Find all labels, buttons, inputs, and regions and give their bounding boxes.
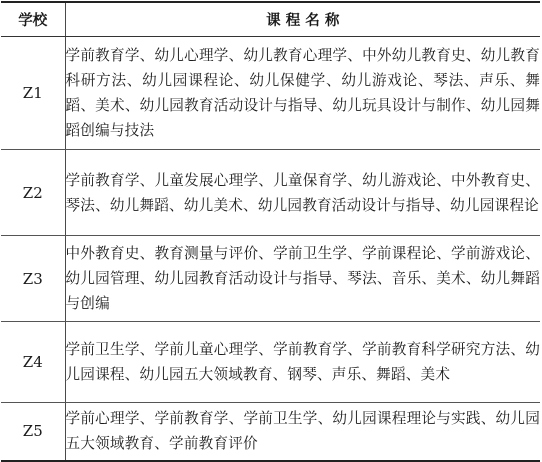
table-body: [1, 37, 540, 461]
school-cell: Z3: [1, 236, 65, 322]
courses-cell: 学前卫生学、学前儿童心理学、学前教育学、学前教育科学研究方法、幼儿园课程、幼儿园五大领域教育、钢琴、声乐、舞蹈、美术: [65, 322, 540, 403]
course-table: [1, 1, 540, 462]
courses-cell: 学前教育学、儿童发展心理学、儿童保育学、幼儿游戏论、中外教育史、琴法、幼儿舞蹈、幼儿美术、幼儿园教育活动设计与指导、幼儿园课程论: [65, 150, 540, 236]
table-row: [1, 236, 540, 322]
header-row: [1, 2, 540, 37]
header-courses: 课 程 名 称: [65, 2, 540, 37]
table-row: [1, 322, 540, 403]
courses-cell: 学前教育学、幼儿心理学、幼儿教育心理学、中外幼儿教育史、幼儿教育科研方法、幼儿园课程论、幼儿保健学、幼儿游戏论、琴法、声乐、舞蹈、美术、幼儿园教育活动设计与指导、幼儿玩具设计与制作、幼儿园舞蹈创编与技法: [65, 37, 540, 150]
table-row: [1, 37, 540, 150]
courses-cell: 学前心理学、学前教育学、学前卫生学、幼儿园课程理论与实践、幼儿园五大领域教育、学前教育评价: [65, 403, 540, 461]
table-row: [1, 403, 540, 461]
header-school: 学校: [1, 2, 65, 37]
school-cell: Z2: [1, 150, 65, 236]
school-cell: Z1: [1, 37, 65, 150]
courses-cell: 中外教育史、教育测量与评价、学前卫生学、学前课程论、学前游戏论、幼儿园管理、幼儿园教育活动设计与指导、琴法、音乐、美术、幼儿舞蹈与创编: [65, 236, 540, 322]
school-cell: Z4: [1, 322, 65, 403]
table-row: [1, 150, 540, 236]
school-cell: Z5: [1, 403, 65, 461]
table-header: [1, 2, 540, 37]
